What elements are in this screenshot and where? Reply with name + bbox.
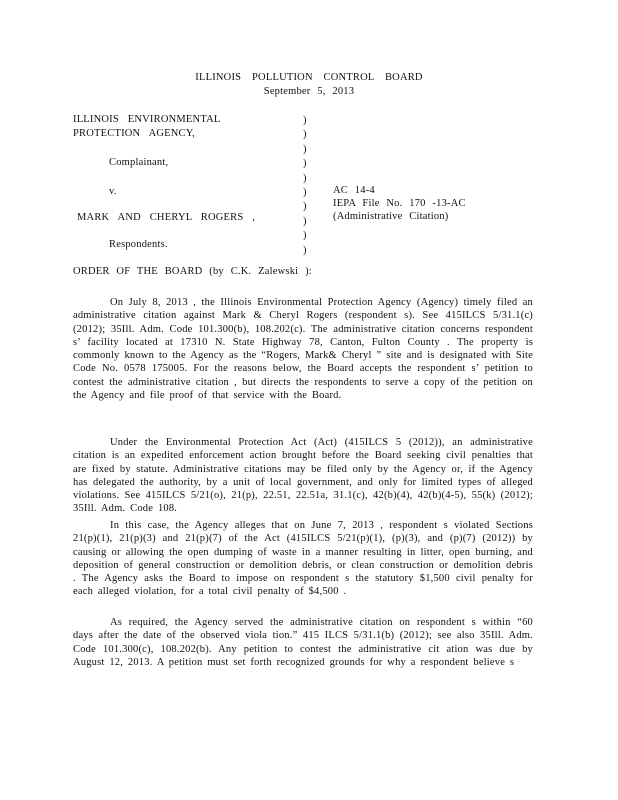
- board-name: ILLINOIS POLLUTION CONTROL BOARD: [195, 72, 423, 83]
- paren: ): [303, 230, 307, 242]
- paren: ): [303, 143, 307, 155]
- complainant-name-line1: ILLINOIS ENVIRONMENTAL: [73, 114, 221, 125]
- paragraph-1: On July 8, 2013 , the Illinois Environmental Protection Agency (Agency) timely filed an administrative citation against Mark & Cheryl Rogers (respondent s). See 415ILCS 5/31.1(c) (2012); 35Ill. Adm. Code 101.300(b), 108.202(c). The administrative citation concerns respondent s’ facility located at 17310 N. State Highway 78, Canton, Fulton County . The property is commonly known to the Agency as the “Rogers, Mark& Cheryl ” site and is designated with Site Code No. 0578 175005. For the reasons below, the Board accepts the respondent s’ petition to contest the administrative citation , but directs the respondents to serve a copy of the petition on the Agency and file proof of that service with the Board.: [73, 297, 533, 402]
- versus-label: v.: [109, 186, 117, 197]
- paren: ): [303, 172, 307, 184]
- paren: ): [303, 158, 307, 170]
- caption-parentheses: [303, 114, 315, 258]
- respondent-name: MARK AND CHERYL ROGERS ,: [77, 212, 256, 223]
- paragraph-2: Under the Environmental Protection Act (Act) (415ILCS 5 (2012)), an administrative citation is an expedited enforcement action brought before the Board seeking civil penalties that are fixed by statute. Administrative citations may be filed only by the Agency or, if the Agency has delegated the authority, by a unit of local government, and only for limited types of alleged violations. See 415ILCS 5/21(o), 21(p), 22.51, 22.51a, 31.1(c), 42(b)(4), 42(b)(4-5), 55(k) (2012); 35Ill. Adm. Code 108.: [73, 437, 533, 515]
- case-caption: [73, 114, 553, 254]
- order-title: ORDER OF THE BOARD (by C.K. Zalewski ):: [73, 266, 312, 277]
- paragraph-4: As required, the Agency served the administrative citation on respondent s within “60 days after the date of the observed viola tion.” 415 ILCS 5/31.1(b) (2012); see also 35Ill. Adm. Code 101.300(c), 108.202(b). Any petition to contest the administrative cit ation was due by August 12, 2013. A petition must set forth recognized grounds for why a respondent believe s: [73, 617, 533, 668]
- case-number: AC 14-4: [333, 185, 375, 196]
- paragraph-3: In this case, the Agency alleges that on June 7, 2013 , respondent s violated Sections 21(p)(1), 21(p)(3) and 21(p)(7) of the Act (415ILCS 5/21(p)(1), (p)(3), and (p)(7) (2012)) by causing or allowing the open dumping of waste in a manner resulting in litter, open burning, and deposition of general construction or demolition debris, or clean construction or demolition debris . The Agency asks the Board to impose on respondent s the statutory $1,500 civil penalty for each alleged violation, for a total civil penalty of $4,500 .: [73, 520, 533, 598]
- iepa-file-number: IEPA File No. 170 -13-AC: [333, 198, 466, 209]
- paren: ): [303, 201, 307, 213]
- respondent-role: Respondents.: [109, 239, 168, 250]
- case-info: [333, 184, 466, 223]
- order-date: September 5, 2013: [263, 86, 355, 97]
- complainant-role: Complainant,: [109, 157, 169, 168]
- paren: ): [303, 186, 307, 198]
- complainant-name-line2: PROTECTION AGENCY,: [73, 128, 195, 139]
- case-type: (Administrative Citation): [333, 211, 449, 222]
- paren: ): [303, 115, 307, 126]
- paren: ): [303, 215, 307, 227]
- paren: ): [303, 129, 307, 141]
- paren: ): [303, 244, 307, 256]
